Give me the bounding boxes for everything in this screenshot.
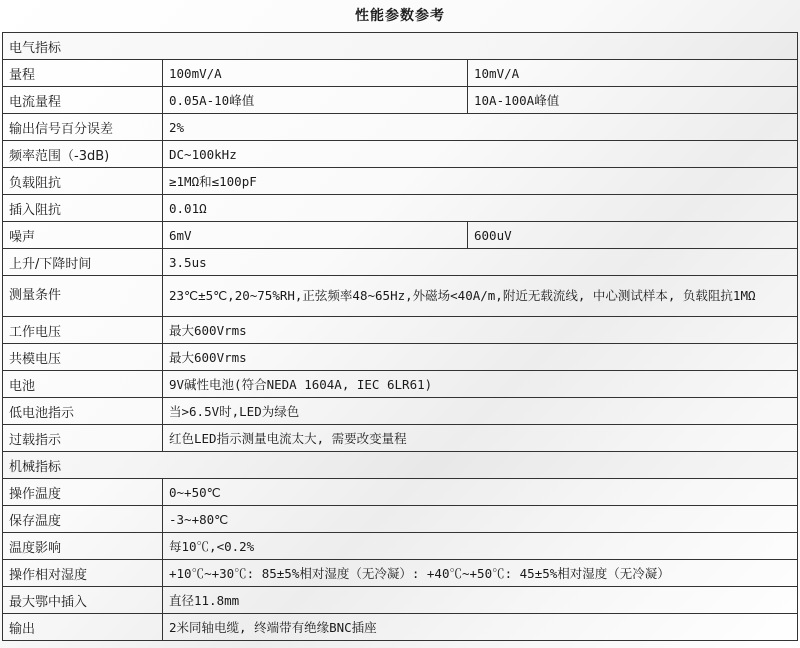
row-value: +10℃~+30℃: 85±5%相对湿度（无冷凝）: +40℃~+50℃: 45±5%相对湿度（无冷凝） (163, 560, 798, 587)
table-row (3, 398, 798, 425)
row-value: 0.05A-10峰值 (163, 87, 468, 114)
spec-table (2, 32, 798, 641)
row-label: 操作温度 (3, 479, 163, 506)
section-row-mechanical (3, 452, 798, 479)
table-row (3, 560, 798, 587)
section-row-electrical (3, 33, 798, 60)
row-label: 测量条件 (3, 276, 163, 317)
row-value: 每10℃,<0.2% (163, 533, 798, 560)
table-row (3, 479, 798, 506)
row-label: 噪声 (3, 222, 163, 249)
section-title: 电气指标 (3, 33, 798, 60)
row-label: 共模电压 (3, 344, 163, 371)
row-label: 电流量程 (3, 87, 163, 114)
row-label: 过载指示 (3, 425, 163, 452)
row-value: 23℃±5℃,20~75%RH,正弦频率48~65Hz,外磁场<40A/m,附近无载流线, 中心测试样本, 负载阻抗1MΩ (163, 276, 798, 317)
row-value: 6mV (163, 222, 468, 249)
row-label: 负载阻抗 (3, 168, 163, 195)
row-value: 当>6.5V时,LED为绿色 (163, 398, 798, 425)
table-row (3, 114, 798, 141)
row-value: 9V碱性电池(符合NEDA 1604A, IEC 6LR61) (163, 371, 798, 398)
row-value: 600uV (468, 222, 798, 249)
table-row (3, 276, 798, 317)
table-row (3, 87, 798, 114)
table-row (3, 195, 798, 222)
table-row (3, 344, 798, 371)
row-label: 低电池指示 (3, 398, 163, 425)
row-value: 直径11.8mm (163, 587, 798, 614)
table-row (3, 533, 798, 560)
table-row (3, 506, 798, 533)
row-value: 3.5us (163, 249, 798, 276)
row-value: 最大600Vrms (163, 344, 798, 371)
row-value: 红色LED指示测量电流太大, 需要改变量程 (163, 425, 798, 452)
row-label: 输出信号百分误差 (3, 114, 163, 141)
row-label: 保存温度 (3, 506, 163, 533)
row-value: 0~+50℃ (163, 479, 798, 506)
row-label: 温度影响 (3, 533, 163, 560)
page-title: 性能参数参考 (355, 8, 445, 24)
row-value: -3~+80℃ (163, 506, 798, 533)
row-value: 2% (163, 114, 798, 141)
row-value: 最大600Vrms (163, 317, 798, 344)
table-row (3, 168, 798, 195)
row-value: ≥1MΩ和≤100pF (163, 168, 798, 195)
table-row (3, 249, 798, 276)
table-row (3, 371, 798, 398)
row-value: 0.01Ω (163, 195, 798, 222)
row-label: 电池 (3, 371, 163, 398)
row-label: 量程 (3, 60, 163, 87)
table-row (3, 587, 798, 614)
row-label: 上升/下降时间 (3, 249, 163, 276)
row-label: 插入阻抗 (3, 195, 163, 222)
row-value: DC~100kHz (163, 141, 798, 168)
row-label: 最大鄂中插入 (3, 587, 163, 614)
table-row (3, 317, 798, 344)
row-value: 2米同轴电缆, 终端带有绝缘BNC插座 (163, 614, 798, 641)
row-label: 输出 (3, 614, 163, 641)
table-row (3, 425, 798, 452)
table-row (3, 614, 798, 641)
section-title: 机械指标 (3, 452, 798, 479)
row-value: 100mV/A (163, 60, 468, 87)
row-value: 10mV/A (468, 60, 798, 87)
row-value: 10A-100A峰值 (468, 87, 798, 114)
table-row (3, 60, 798, 87)
row-label: 操作相对湿度 (3, 560, 163, 587)
row-label: 工作电压 (3, 317, 163, 344)
table-row (3, 222, 798, 249)
table-row (3, 141, 798, 168)
row-label: 频率范围（-3dB) (3, 141, 163, 168)
